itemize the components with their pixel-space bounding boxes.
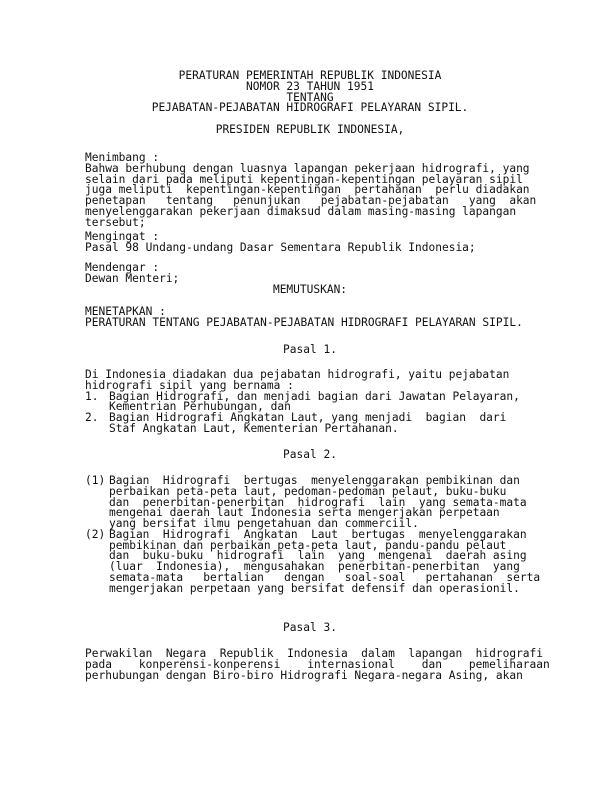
paragraph-line: Bagian Hidrografi Angkatan Laut bertugas menyelenggarakan	[109, 527, 527, 541]
section-label: Menimbang :	[85, 151, 160, 164]
paragraph-line: pada konperensi-konperensi internasional dan pemeliharaan	[85, 657, 550, 671]
paragraph-line: semata-mata bertalian dengan soal-soal pertahanan serta	[109, 570, 541, 584]
paragraph-line: Di Indonesia diadakan dua pejabatan hidrografi, yaitu pejabatan	[85, 368, 510, 381]
section-text: Dewan Menteri;	[85, 271, 180, 285]
title-line: PEJABATAN-PEJABATAN HIDROGRAFI PELAYARAN SIPIL.	[151, 101, 469, 115]
paragraph-line: dan penerbitan-penerbitan hidrografi lain yang semata-mata	[109, 495, 527, 509]
list-item	[85, 413, 535, 435]
title-line: TENTANG	[286, 90, 334, 104]
paragraph-line: menyelenggarakan pekerjaan dimaksud dalam masing-masing lapangan	[85, 204, 517, 218]
pasal-1-body	[85, 370, 535, 435]
item-number: 2.	[85, 411, 99, 424]
title-line: PERATURAN PEMERINTAH REPUBLIK INDONESIA	[178, 69, 442, 82]
paragraph-line: selain dari pada meliputi kepentingan-kepentingan pelayaran sipil	[85, 172, 523, 186]
paragraph-line: (luar Indonesia), mengusahakan penerbitan-penerbitan yang	[109, 560, 520, 573]
paragraph-line: Perwakilan Negara Republik Indonesia dalam lapangan hidrografi	[85, 647, 544, 660]
paragraph-line: pembikinan dan perbaikan peta-peta laut, pandu-pandu pelaut	[109, 538, 507, 552]
mendengar-section	[85, 263, 535, 295]
paragraph-line: Staf Angkatan Laut, Kementerian Pertahanan.	[109, 421, 399, 435]
paragraph-line: perbaikan peta-peta laut, pedoman-pedoman pelaut, buku-buku	[109, 484, 507, 498]
list-item	[85, 476, 535, 530]
pasal-2-list	[85, 474, 541, 595]
paragraph-line: dan buku-buku hidrografi lain yang mengenai daerah asing	[109, 549, 527, 563]
paragraph-line: mengerjakan perpetaan yang bersifat defensif dan operasionil.	[109, 581, 520, 595]
paragraph-line: penetapan tentang penunjukan pejabatan-pejabatan yang akan	[85, 194, 537, 207]
menetapkan-section	[85, 307, 535, 329]
item-number: (1)	[85, 474, 106, 487]
paragraph-line: juga meliputi kepentingan-kepentingan pertahanan perlu diadakan	[85, 183, 530, 197]
president-heading: PRESIDEN REPUBLIK INDONESIA,	[215, 123, 405, 136]
document-title	[85, 71, 535, 114]
pasal-1-heading: Pasal 1.	[283, 343, 337, 356]
section-label: Mendengar :	[85, 261, 160, 274]
item-number: 1.	[85, 389, 99, 403]
paragraph-line: Bagian Hidrografi Angkatan Laut, yang menjadi bagian dari	[109, 411, 507, 424]
paragraph-line: Bahwa berhubung dengan luasnya lapangan pekerjaan hidrografi, yang	[85, 161, 530, 175]
paragraph-line: hidrografi sipil yang bernama :	[85, 378, 294, 392]
paragraph-line: tersebut;	[85, 215, 146, 229]
menimbang-text	[85, 161, 537, 229]
paragraph-line: mengenai daerah laut Indonesia serta mengerjakan perpetaan	[109, 506, 500, 520]
menimbang-section	[85, 153, 535, 228]
paragraph-line: yang bersifat ilmu pengetahuan dan commerciil.	[109, 517, 419, 530]
title-line: NOMOR 23 TAHUN 1951	[246, 79, 374, 93]
paragraph-line: Bagian Hidrografi bertugas menyelenggarakan pembikinan dan	[109, 474, 520, 487]
list-item	[85, 527, 541, 595]
pasal-1-list	[85, 389, 535, 435]
section-label: MENETAPKAN :	[85, 305, 166, 318]
section-text: Pasal 98 Undang-undang Dasar Sementara Republik Indonesia;	[85, 240, 476, 254]
list-item	[85, 389, 535, 414]
section-label: Mengingat :	[85, 230, 160, 243]
paragraph-line: perhubungan dengan Biro-biro Hidrografi Negara-negara Asing, akan	[85, 668, 523, 682]
paragraph-line: Kementrian Perhubungan, dan	[109, 400, 291, 414]
section-text: PERATURAN TENTANG PEJABATAN-PEJABATAN HIDROGRAFI PELAYARAN SIPIL.	[85, 315, 523, 329]
item-number: (2)	[85, 527, 106, 541]
pasal-3-heading: Pasal 3.	[283, 621, 337, 634]
paragraph-line: Bagian Hidrografi, dan menjadi bagian dari Jawatan Pelayaran,	[109, 389, 520, 403]
pasal-2-heading: Pasal 2.	[283, 448, 337, 461]
mengingat-section	[85, 232, 535, 254]
memutuskan-heading: MEMUTUSKAN:	[272, 282, 348, 296]
pasal-3-body	[85, 647, 550, 682]
